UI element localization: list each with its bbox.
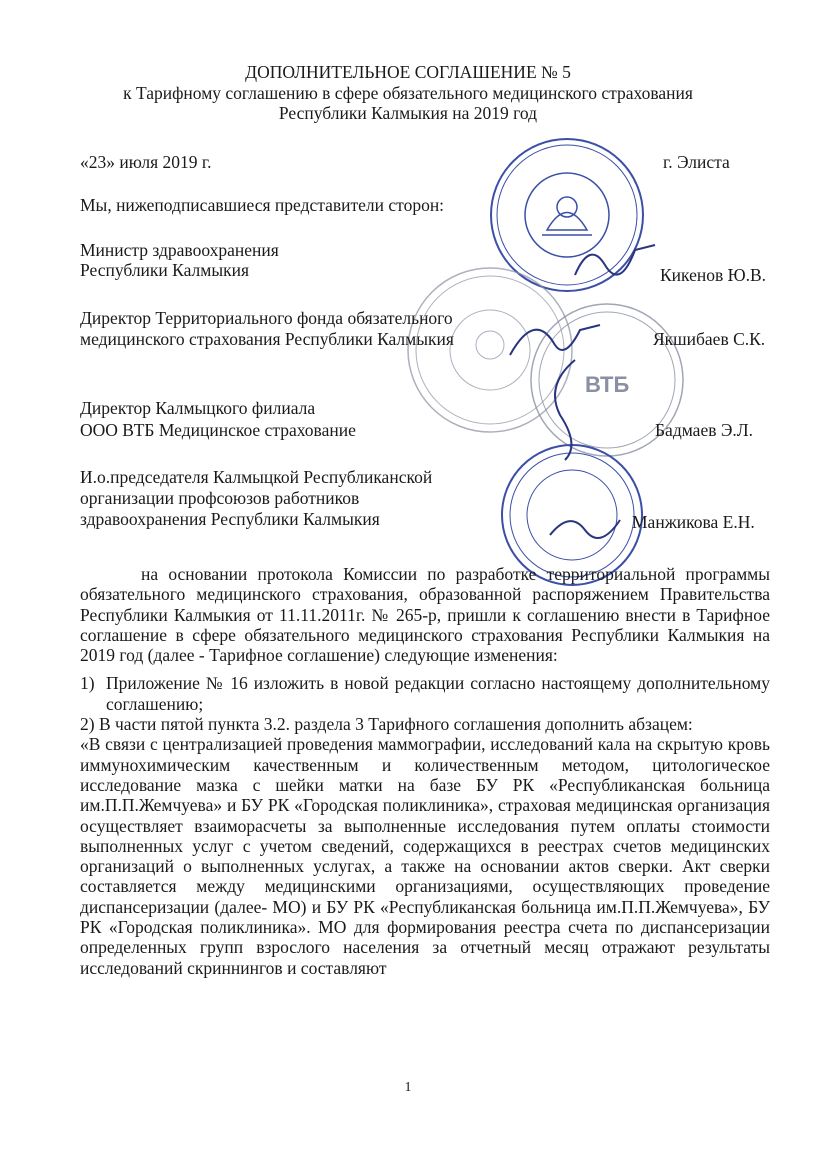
intro-text: Мы, нижеподписавшиеся представители сторон: bbox=[80, 195, 445, 215]
list-item-2: 2) В части пятой пункта 3.2. раздела 3 Тарифного соглашения дополнить абзацем: bbox=[80, 714, 693, 735]
quote-paragraph: «В связи с централизацией проведения маммографии, исследований кала на скрытую кровь иммунохимическим качественным и количественным методом, цитологическое исследование мазка с шейки матки на базе БУ РК «Республиканская больница им.П.П.Жемчуева» и БУ РК «Городская поликлиника», страховая медицинская организация осуществляет взаиморасчеты за выполненные исследования путем оплаты стоимости выполненных услуг с учетом сведений, содержащихся в реестрах счетов медицинских организаций о выполненных услугах, а также на основании актов сверки. Акт сверки составляется между медицинскими организациями, осуществляющих проведение диспансеризации (далее- МО) и БУ РК «Республиканская больница им.П.П.Жемчуева», БУ РК «Городская поликлиника». МО для формирования реестра счета по диспансеризации определенных групп взрослого населения за отчетный месяц отражают результаты исследований скриннингов и составляют bbox=[80, 734, 770, 978]
signatory-2-org: медицинского страхования Республики Калмыкия bbox=[80, 329, 454, 349]
signatory-1-title: Министр здравоохранения bbox=[80, 240, 279, 260]
signatory-4-org-line2: здравоохранения Республики Калмыкия bbox=[80, 509, 380, 529]
document-subtitle-line1: к Тарифному соглашению в сфере обязательного медицинского страхования bbox=[123, 83, 693, 103]
list-item-1-number: 1) bbox=[80, 673, 95, 694]
document-city: г. Элиста bbox=[663, 152, 730, 172]
signature-minister bbox=[570, 235, 660, 285]
list-item-1-text: Приложение № 16 изложить в новой редакции согласно настоящему дополнительному соглашению; bbox=[106, 673, 770, 714]
intro-paragraph: на основании протокола Комиссии по разработке территориальной программы обязательного медицинского страхования, образованной распоряжением Правительства Республики Калмыкия от 11.11.2011г. № 265-р, пришли к соглашению внести в Тарифное соглашение в сфере обязательного медицинского страхования Республики Калмыкия на 2019 год (далее - Тарифное соглашение) следующие изменения: bbox=[80, 564, 770, 666]
signatory-1-org: Республики Калмыкия bbox=[80, 260, 250, 280]
signatory-1-name: Кикенов Ю.В. bbox=[660, 265, 767, 285]
signatory-2-name: Якшибаев С.К. bbox=[653, 329, 766, 349]
signatory-3-title: Директор Калмыцкого филиала bbox=[80, 398, 316, 418]
signature-vtb-director bbox=[540, 355, 610, 465]
document-date: «23» июля 2019 г. bbox=[80, 152, 212, 172]
agreement-body bbox=[80, 564, 770, 978]
page-number: 1 bbox=[404, 1080, 412, 1095]
signatory-4-org: организации профсоюзов работников bbox=[80, 488, 360, 508]
signatory-4-title: И.о.председателя Калмыцкой Республиканской bbox=[80, 467, 433, 487]
signatory-3-name: Бадмаев Э.Л. bbox=[655, 420, 754, 440]
signatory-4-name: Манжикова Е.Н. bbox=[632, 512, 755, 532]
document-subtitle-line2: Республики Калмыкия на 2019 год bbox=[278, 103, 538, 123]
list-item-1 bbox=[80, 673, 770, 714]
signature-union-chair bbox=[545, 505, 625, 550]
signatory-2-title: Директор Территориального фонда обязательного bbox=[80, 308, 453, 328]
signatory-3-org: ООО ВТБ Медицинское страхование bbox=[80, 420, 356, 440]
vtb-logo-text: ВТБ bbox=[585, 372, 630, 397]
document-title: ДОПОЛНИТЕЛЬНОЕ СОГЛАШЕНИЕ № 5 bbox=[245, 62, 571, 82]
